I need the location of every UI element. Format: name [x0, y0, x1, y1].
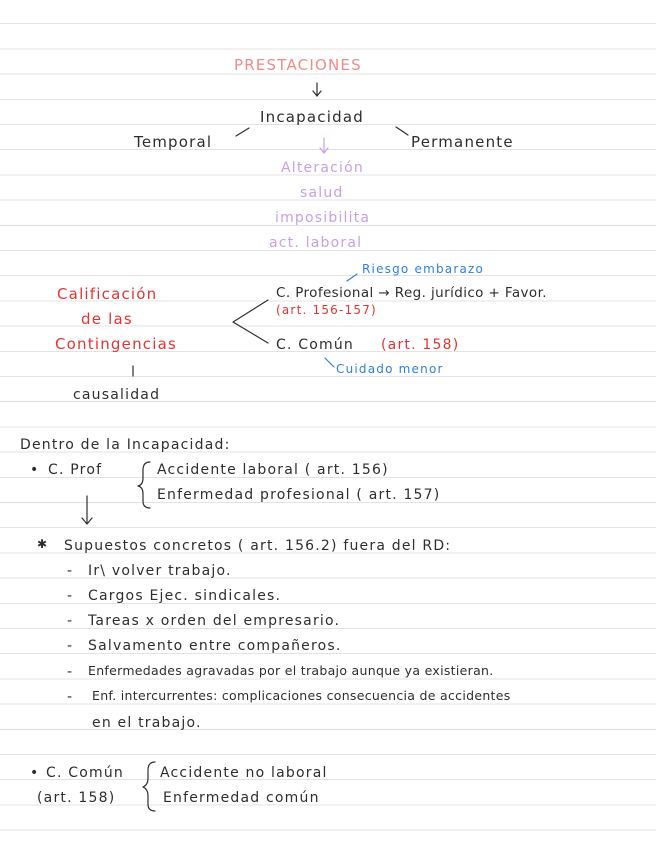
cprof-item-1: Accidente laboral ( art. 156): [157, 462, 389, 478]
list-item-continuation: en el trabajo.: [92, 715, 202, 731]
connector-left: [236, 128, 249, 136]
definition-line-2: salud: [300, 185, 344, 201]
star-icon: ✱: [37, 537, 49, 551]
list-item: Salvamento entre compañeros.: [88, 638, 342, 654]
bullet-ccomun: •: [30, 765, 40, 781]
brace-ccomun: [143, 762, 155, 811]
definition-line-3: imposibilita: [275, 210, 371, 226]
incapacidad-label: Incapacidad: [260, 108, 364, 126]
down-arrow-icon: [320, 138, 328, 153]
connector-riesgo: [347, 274, 357, 281]
dash-1: -: [67, 563, 74, 579]
ccomun-label: C. Común: [46, 765, 125, 781]
cprof-label: C. Prof: [48, 462, 103, 478]
definition-line-1: Alteración: [281, 160, 364, 176]
permanente-label: Permanente: [411, 133, 514, 151]
riesgo-embarazo: Riesgo embarazo: [362, 262, 485, 276]
list-item: Ir\ volver trabajo.: [88, 563, 232, 579]
calificacion-line-2: de las: [81, 310, 133, 328]
down-arrow-icon: [82, 496, 92, 524]
dash-2: -: [67, 588, 74, 604]
calificacion-line-3: Contingencias: [55, 335, 177, 353]
ccomun-art: (art. 158): [37, 790, 116, 806]
calificacion-line-1: Calificación: [57, 285, 158, 303]
page-title: PRESTACIONES: [234, 56, 362, 74]
section-heading: Dentro de la Incapacidad:: [20, 437, 231, 453]
list-item: Cargos Ejec. sindicales.: [88, 588, 282, 604]
connector-right: [396, 127, 408, 135]
cuidado-menor: Cuidado menor: [336, 362, 444, 376]
c-profesional: C. Profesional → Reg. jurídico + Favor.: [276, 285, 547, 301]
list-item: Tareas x orden del empresario.: [88, 613, 341, 629]
brace-cprof: [138, 462, 150, 508]
temporal-label: Temporal: [134, 133, 213, 151]
ccomun-item-1: Accidente no laboral: [160, 765, 328, 781]
dash-3: -: [67, 613, 74, 629]
definition-line-4: act. laboral: [269, 235, 363, 251]
dash-6: -: [67, 689, 74, 705]
dash-5: -: [67, 664, 74, 680]
connector-cuidado: [325, 358, 334, 367]
c-profesional-art: (art. 156-157): [276, 303, 377, 317]
c-comun-art: (art. 158): [381, 337, 460, 353]
bullet-cprof: •: [30, 462, 40, 478]
supuestos-label: Supuestos concretos ( art. 156.2) fuera del RD:: [64, 538, 452, 554]
bracket-contingencias: [233, 300, 268, 343]
down-arrow-icon: [313, 83, 321, 96]
cprof-item-2: Enfermedad profesional ( art. 157): [157, 487, 441, 503]
list-item: Enfermedades agravadas por el trabajo aunque ya existieran.: [88, 663, 494, 678]
causalidad-label: causalidad: [73, 387, 161, 403]
ccomun-item-2: Enfermedad común: [163, 790, 320, 806]
list-item: Enf. intercurrentes: complicaciones consecuencia de accidentes: [92, 688, 511, 703]
dash-4: -: [67, 638, 74, 654]
c-comun: C. Común: [276, 337, 355, 353]
